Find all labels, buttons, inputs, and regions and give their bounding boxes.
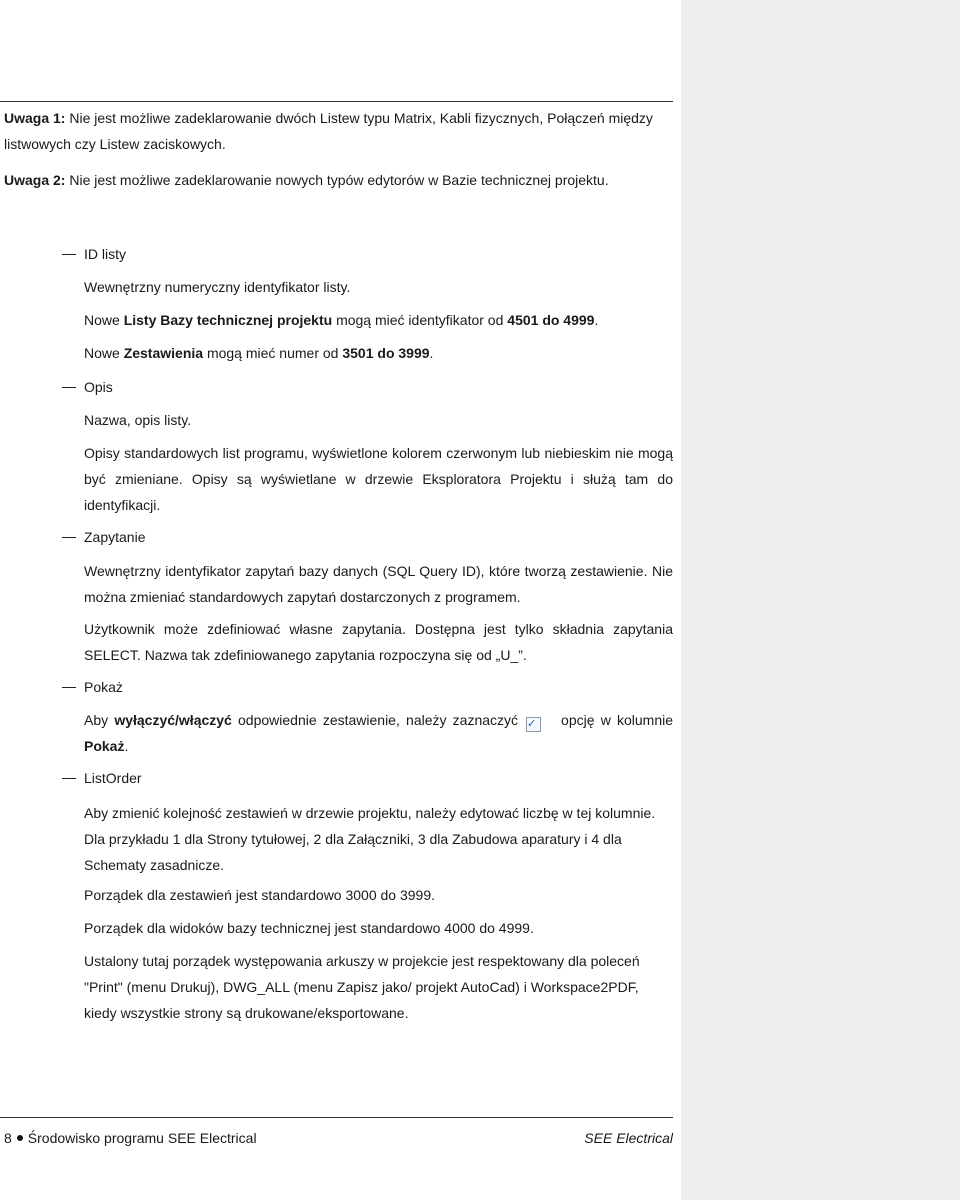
section-id-p1: Wewnętrzny numeryczny identyfikator listy. [84,279,351,295]
section-id-title: ID listy [84,246,126,262]
section-pokaz-p1 [84,707,673,759]
section-pokaz-title: Pokaż [84,679,123,695]
section-zapytanie-heading [62,524,145,550]
section-zapytanie-p2: Użytkownik może zdefiniować własne zapytania. Dostępna jest tylko składnia zapytania SELECT. Nazwa tak zdefiniowanego zapytania rozpoczyna się od „U_”. [84,621,673,663]
section-zapytanie-title: Zapytanie [84,529,146,545]
bold-range: 3501 do 3999 [342,345,430,361]
note-1-text: Nie jest możliwe zadeklarowanie dwóch Listew typu Matrix, Kabli fizycznych, Połączeń między listwowych czy Listew zaciskowych. [4,110,653,152]
page-number: 8 [4,1130,12,1146]
bold-term: Listy Bazy technicznej projektu [123,312,333,328]
section-opis-heading [62,374,113,400]
bold-term: Zestawienia [123,345,204,361]
section-id-p3 [84,340,673,366]
text: Aby [84,712,115,728]
footer-product: SEE Electrical [584,1130,673,1146]
section-listorder-p3: Porządek dla widoków bazy technicznej jest standardowo 4000 do 4999. [84,920,534,936]
comment-margin [681,0,960,1200]
dash-bullet-icon [62,687,76,688]
footer-rule [0,1117,673,1118]
section-listorder-p4: Ustalony tutaj porządek występowania arkuszy w projekcie jest respektowany dla poleceń "Print" (menu Drukuj), DWG_ALL (menu Zapisz jako/ projekt AutoCad) i Workspace2PDF, kiedy wszystkie strony są drukowane/eksportowane. [84,953,640,1021]
text: Nowe [84,312,124,328]
section-pokaz-heading [62,674,123,700]
dash-bullet-icon [62,387,76,388]
page-footer [4,1125,673,1151]
text: . [594,312,599,328]
section-listorder-title: ListOrder [84,770,142,786]
dash-bullet-icon [62,778,76,779]
section-opis-p2: Opisy standardowych list programu, wyświetlone kolorem czerwonym lub niebieskim nie mogą być zmieniane. Opisy są wyświetlane w drzewie Eksploratora Projektu i służą tam do identyfikacji. [84,445,673,513]
note-2-text: Nie jest możliwe zadeklarowanie nowych typów edytorów w Bazie technicznej projektu. [65,172,609,188]
text: . [124,738,129,754]
section-listorder-p2: Porządek dla zestawień jest standardowo 3000 do 3999. [84,887,436,903]
bullet-dot-icon [17,1135,23,1141]
section-opis-title: Opis [84,379,113,395]
checked-checkbox-icon: ✓ [526,717,541,732]
section-listorder-p1: Aby zmienić kolejność zestawień w drzewie projektu, należy edytować liczbę w tej kolumnie. Dla przykładu 1 dla Strony tytułowej, 2 dla Załączniki, 3 dla Zabudowa aparatury i 4 dla Schematy zasadnicze. [84,805,656,873]
section-zapytanie-p1: Wewnętrzny identyfikator zapytań bazy danych (SQL Query ID), które tworzą zestawienie. Nie można zmieniać standardowych zapytań dostarczonych z programem. [84,563,673,605]
text: Nowe [84,345,124,361]
text: mogą mieć numer od [203,345,343,361]
note-1 [4,105,673,157]
dash-bullet-icon [62,254,76,255]
bold-range: 4501 do 4999 [507,312,595,328]
note-2 [4,167,673,193]
section-id-p2 [84,307,673,333]
section-listorder-heading [62,765,142,791]
note-1-label: Uwaga 1: [4,110,66,126]
section-opis-p1: Nazwa, opis listy. [84,412,192,428]
section-id-heading [62,241,126,267]
footer-chapter [4,1125,257,1151]
note-2-label: Uwaga 2: [4,172,66,188]
text: mogą mieć identyfikator od [332,312,508,328]
dash-bullet-icon [62,537,76,538]
bold-term: Pokaż [84,738,125,754]
text: . [429,345,434,361]
text: opcję w kolumnie [561,712,674,728]
bold-term: wyłączyć/włączyć [114,712,232,728]
chapter-title: Środowisko programu SEE Electrical [27,1130,257,1146]
text: odpowiednie zestawienie, należy zaznaczyć [231,712,519,728]
header-rule [0,101,673,102]
